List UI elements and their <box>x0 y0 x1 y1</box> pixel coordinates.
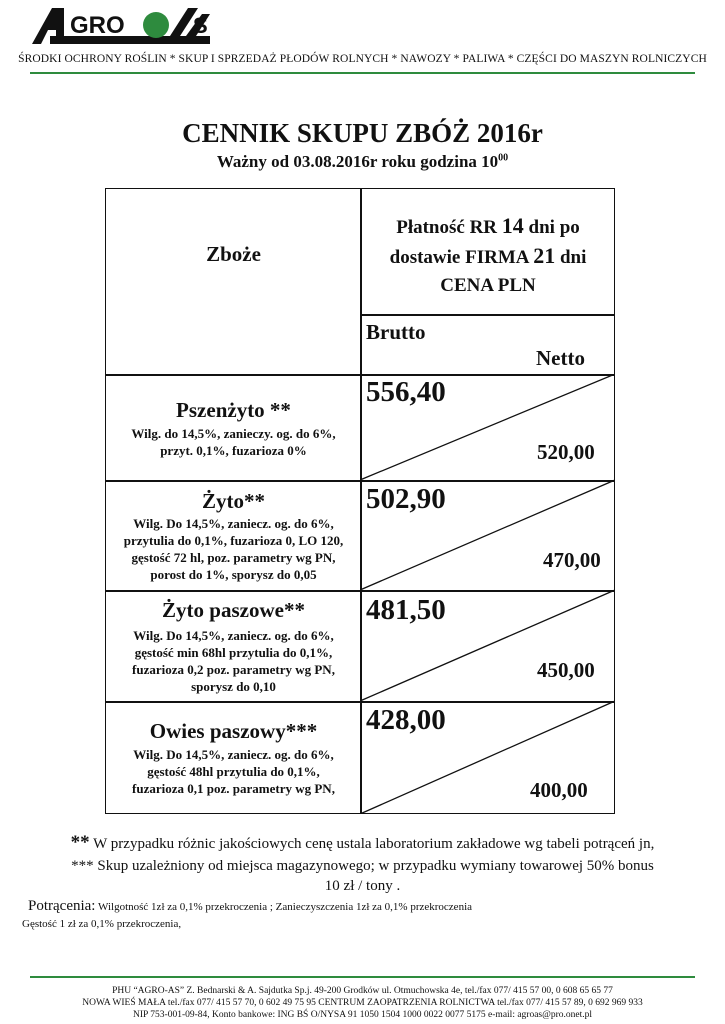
footer-divider <box>30 976 695 978</box>
netto-price: 470,00 <box>543 548 601 572</box>
netto-price: 520,00 <box>537 440 595 464</box>
netto-price: 450,00 <box>537 658 595 682</box>
payment-terms-header: Płatność RR 14 dni po dostawie FIRMA 21 dni CENA PLN <box>389 213 587 296</box>
agroas-logo <box>30 6 220 46</box>
grain-name: Owies paszowy*** <box>149 719 318 743</box>
deductions-note: Potrącenia: Wilgotność 1zł za 0,1% przekroczenia ; Zanieczyszczenia 1zł za 0,1% przekroczenia <box>28 898 473 914</box>
netto-price: 400,00 <box>530 778 588 802</box>
grain-name: Pszenżyto ** <box>176 398 291 422</box>
grain-description: Wilg. Do 14,5%, zaniecz. og. do 6%, przytulia do 0,1%, fuzarioza 0, LO 120, gęstość 72 hl, poz. parametry wg PN, porost do 1%, sporysz do 0,05 <box>123 516 344 582</box>
svg-text:S: S <box>193 13 208 38</box>
footer-branch: NOWA WIEŚ MAŁA tel./fax 077/ 415 57 70, 0 602 49 75 95 CENTRUM ZAOPATRZENIA ROLNICTWA tel./fax 077/ 415 57 89, 0 692 969 933 <box>82 998 643 1008</box>
company-tagline: ŚRODKI OCHRONY ROŚLIN * SKUP I SPRZEDAŻ PŁODÓW ROLNYCH * NAWOZY * PALIWA * CZĘŚCI DO MASZYN ROLNICZYCH <box>18 53 707 65</box>
grain-description: Wilg. Do 14,5%, zaniecz. og. do 6%, gęstość min 68hl przytulia do 0,1%, fuzarioza 0,2 poz. parametry wg PN, sporysz do 0,10 <box>132 628 335 694</box>
grain-name: Żyto paszowe** <box>162 598 305 622</box>
brutto-price: 428,00 <box>366 704 446 736</box>
grain-column-header: Zboże <box>206 242 261 266</box>
brutto-header: Brutto <box>366 320 426 344</box>
bonus-note: 10 zł / tony . <box>324 878 401 894</box>
brutto-price: 502,90 <box>366 483 446 515</box>
header-divider-right <box>360 314 615 316</box>
density-deduction-note: Gęstość 1 zł za 0,1% przekroczenia, <box>22 918 182 930</box>
netto-header: Netto <box>536 346 585 370</box>
quality-note: ** W przypadku różnic jakościowych cenę ustala laboratorium zakładowe wg tabeli potrąceń jn, <box>70 832 655 853</box>
page-title: CENNIK SKUPU ZBÓŻ 2016r <box>182 118 543 148</box>
footer-company: PHU “AGRO-AS” Z. Bednarski & A. Sajdutka Sp.j. 49-200 Grodków ul. Otmuchowska 4e, tel./fax 077/ 415 57 00, 0 608 65 65 77 <box>112 986 613 996</box>
header-divider <box>30 72 695 74</box>
grain-name: Żyto** <box>202 489 265 513</box>
footer-bank: NIP 753-001-09-84, Konto bankowe: ING BŚ O/NYSA 91 1050 1504 1000 0022 0077 5175 e-mail: agroas@pro.onet.pl <box>132 1010 593 1020</box>
logo-text: GRO <box>70 12 125 39</box>
brutto-price: 556,40 <box>366 376 446 408</box>
grain-description: Wilg. do 14,5%, zanieczy. og. do 6%, przyt. 0,1%, fuzarioza 0% <box>131 426 336 458</box>
grain-description: Wilg. Do 14,5%, zaniecz. og. do 6%, gęstość 48hl przytulia do 0,1%, fuzarioza 0,1 poz. parametry wg PN, <box>132 747 335 796</box>
page-subtitle: Ważny od 03.08.2016r roku godzina $10^{00}$ <box>216 152 509 171</box>
storage-note: *** Skup uzależniony od miejsca magazynowego; w przypadku wymiany towarowej 50% bonus <box>71 858 654 874</box>
brutto-price: 481,50 <box>366 594 446 626</box>
